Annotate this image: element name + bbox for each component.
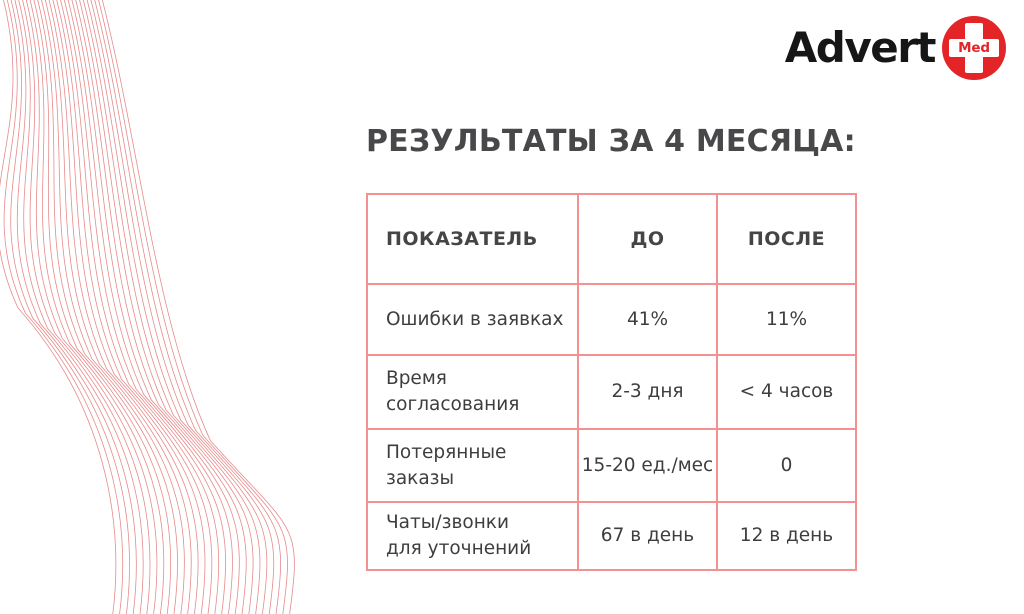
cell-after-value: < 4 часов [717, 355, 856, 429]
cell-after-value: 0 [717, 429, 856, 502]
cell-before-value: 41% [578, 284, 717, 355]
cell-indicator-label: Время согласования [367, 355, 578, 429]
table-row [367, 284, 856, 355]
column-header-before: ДО [578, 194, 717, 284]
logo [785, 16, 1006, 80]
logo-badge-text: Med [958, 40, 990, 56]
results-table [366, 193, 857, 571]
main-content [366, 124, 857, 571]
cell-after-value: 11% [717, 284, 856, 355]
column-header-after: ПОСЛЕ [717, 194, 856, 284]
cell-before-value: 15-20 ед./мес [578, 429, 717, 502]
cell-indicator-label: Чаты/звонки для уточнений [367, 502, 578, 570]
table-row [367, 429, 856, 502]
medical-cross-icon [942, 16, 1006, 80]
cell-before-value: 67 в день [578, 502, 717, 570]
page-title: РЕЗУЛЬТАТЫ ЗА 4 МЕСЯЦА: [366, 124, 856, 159]
table-row [367, 502, 856, 570]
wave-lines-decoration [0, 0, 330, 614]
cell-indicator-label: Ошибки в заявках [367, 284, 578, 355]
table-row [367, 355, 856, 429]
cell-indicator-label: Потерянные заказы [367, 429, 578, 502]
cell-before-value: 2-3 дня [578, 355, 717, 429]
logo-brand-text: Advert [784, 23, 935, 72]
cell-after-value: 12 в день [717, 502, 856, 570]
column-header-indicator: ПОКАЗАТЕЛЬ [367, 194, 578, 284]
table-header-row [367, 194, 856, 284]
